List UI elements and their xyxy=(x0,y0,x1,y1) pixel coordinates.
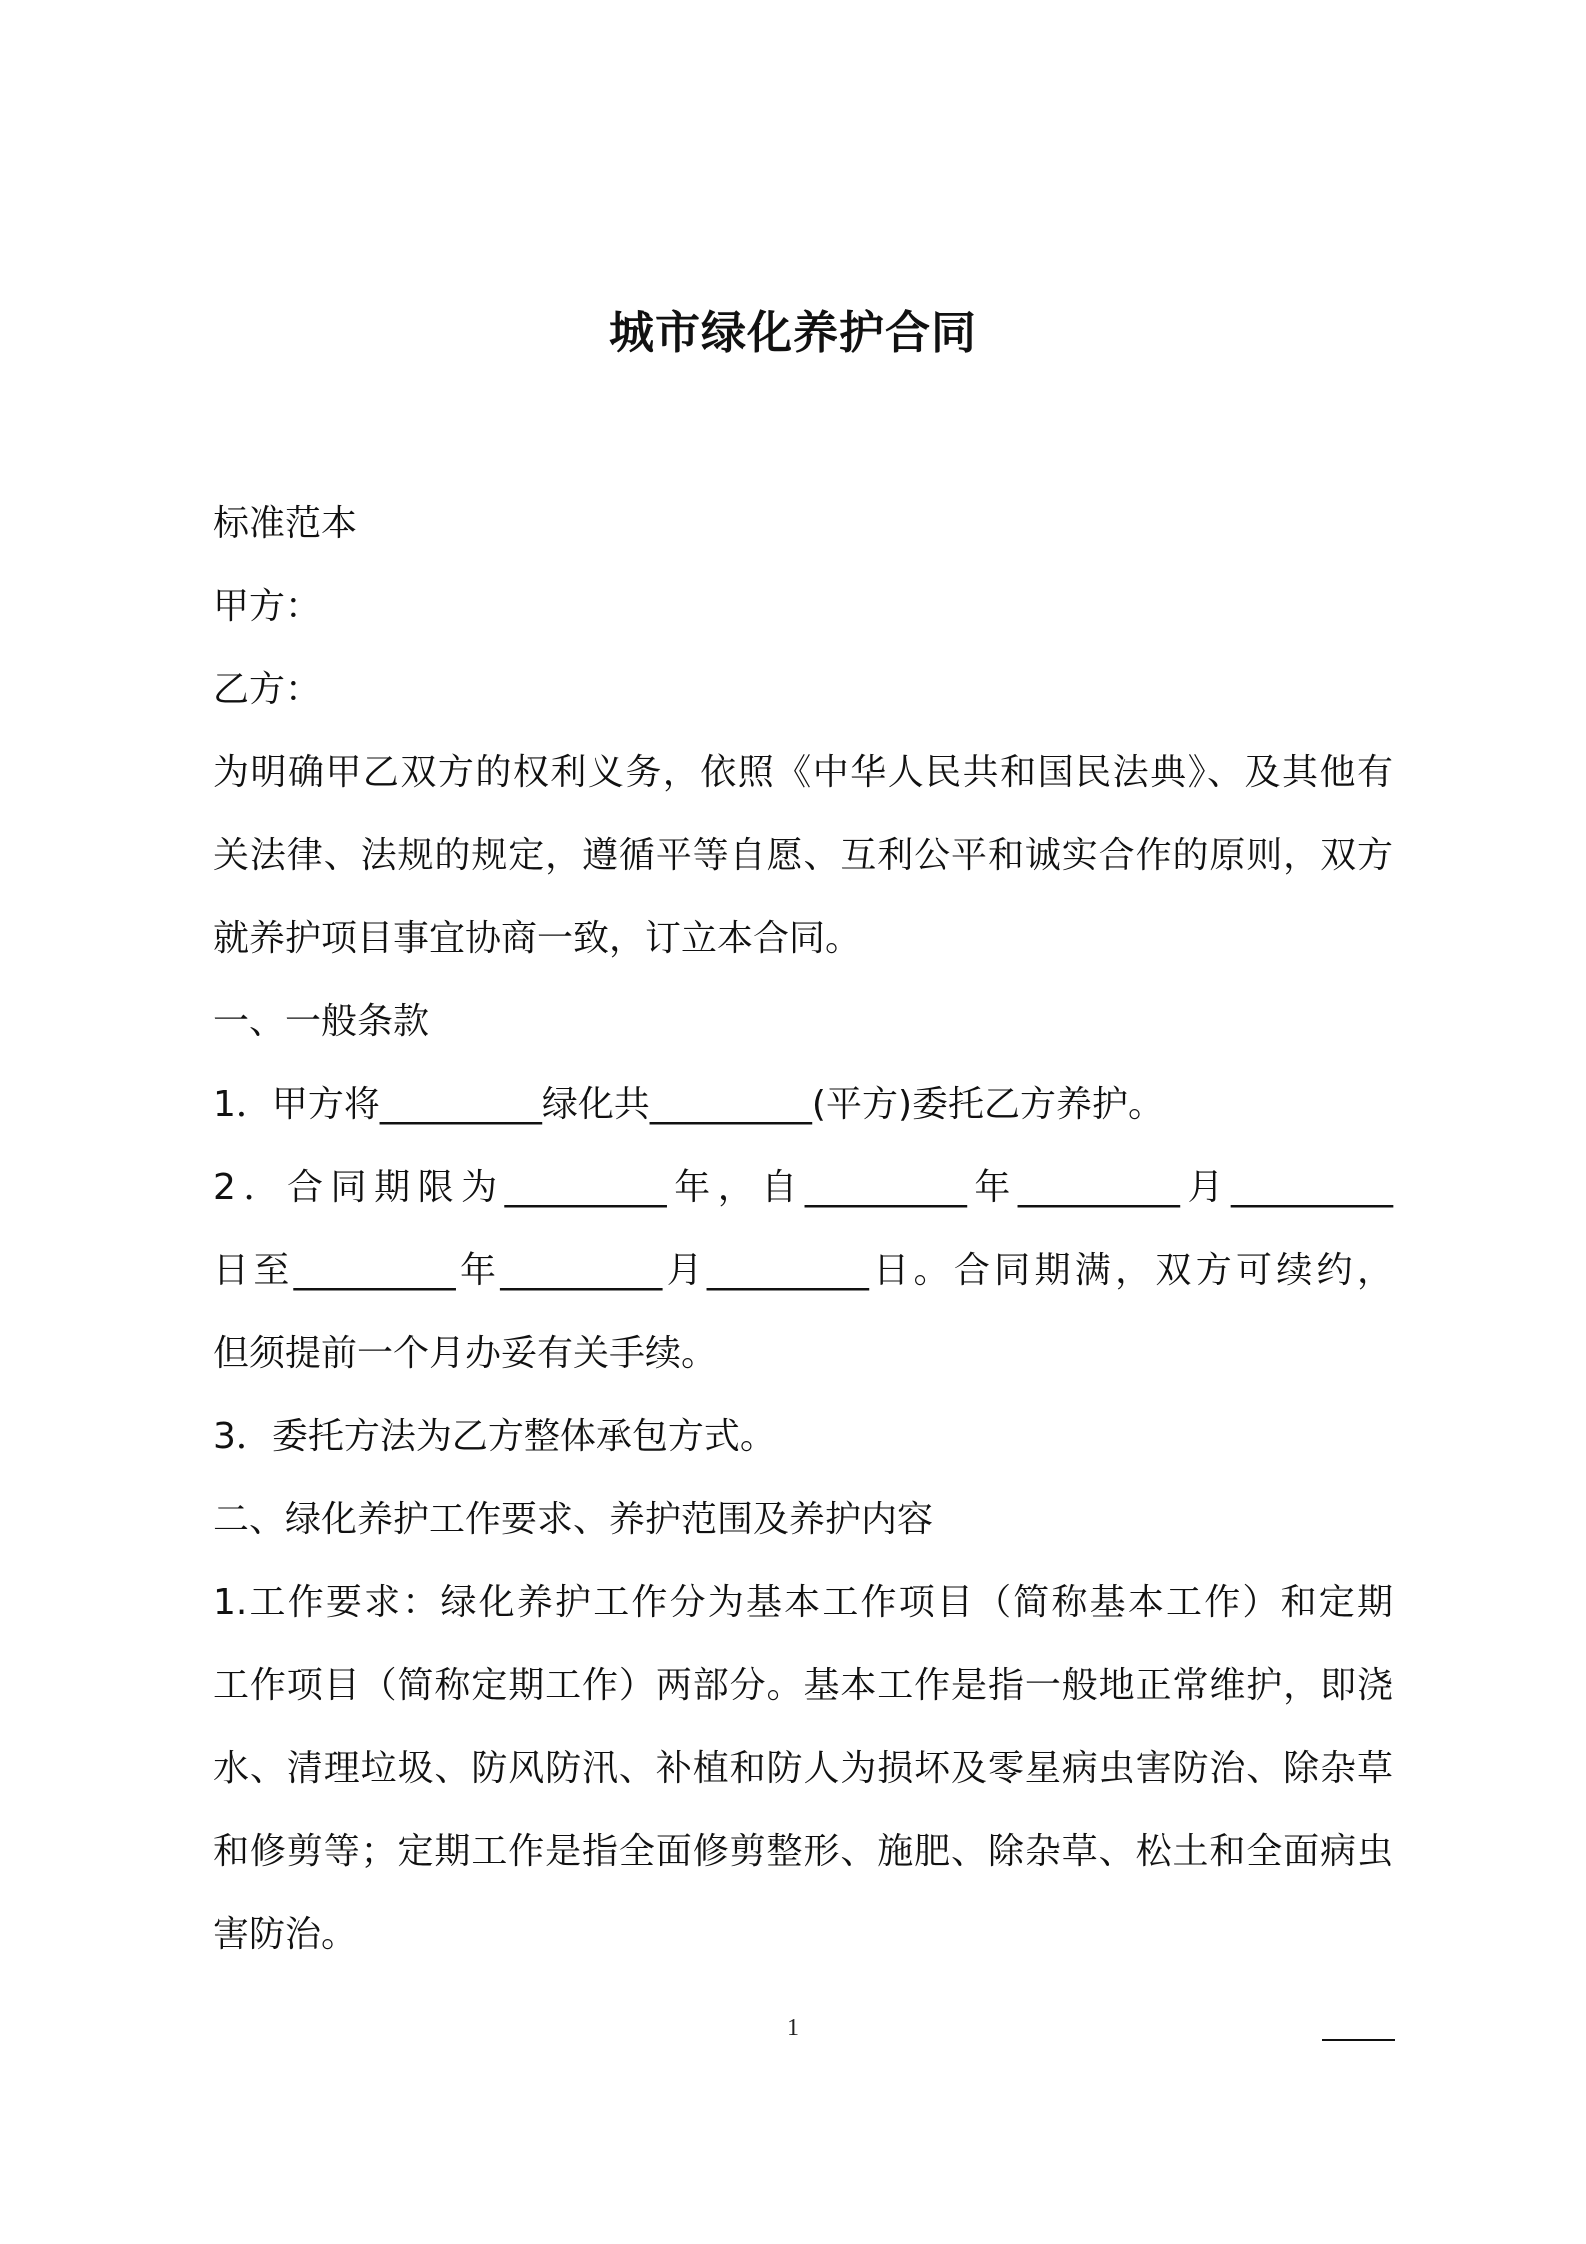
party-a-line: 甲方： xyxy=(213,586,322,627)
party-b-line: 乙方： xyxy=(213,669,322,710)
clause-2-line-2: 日至_________年_________月_________日。合同期满，双方可续约， xyxy=(213,1250,1393,1291)
clause-3: 3．委托方法为乙方整体承包方式。 xyxy=(213,1416,776,1457)
section-heading-requirements: 二、绿化养护工作要求、养护范围及养护内容 xyxy=(213,1499,934,1540)
requirement-line-2: 工作项目（简称定期工作）两部分。基本工作是指一般地正常维护，即浇 xyxy=(213,1665,1393,1706)
document-title: 城市绿化养护合同 xyxy=(608,306,977,359)
requirement-line-3: 水、清理垃圾、防风防汛、补植和防人为损坏及零星病虫害防治、除杂草 xyxy=(213,1748,1393,1789)
clause-1: 1．甲方将_________绿化共_________(平方)委托乙方养护。 xyxy=(213,1084,1164,1125)
clause-2-line-1: 2．合同期限为_________年，自_________年_________月_________ xyxy=(213,1167,1393,1208)
preamble-line-3: 就养护项目事宜协商一致，订立本合同。 xyxy=(213,918,862,959)
footer-rule xyxy=(1322,2039,1395,2041)
clause-2-line-3: 但须提前一个月办妥有关手续。 xyxy=(213,1333,718,1374)
requirement-line-1: 1.工作要求：绿化养护工作分为基本工作项目（简称基本工作）和定期 xyxy=(213,1582,1393,1623)
requirement-line-4: 和修剪等；定期工作是指全面修剪整形、施肥、除杂草、松土和全面病虫 xyxy=(213,1831,1393,1872)
template-label: 标准范本 xyxy=(213,503,358,544)
section-heading-general: 一、一般条款 xyxy=(213,1001,430,1042)
page-number: 1 xyxy=(787,2015,799,2041)
preamble-line-1: 为明确甲乙双方的权利义务，依照《中华人民共和国民法典》、及其他有 xyxy=(213,752,1393,793)
requirement-line-5: 害防治。 xyxy=(213,1914,358,1955)
preamble-line-2: 关法律、法规的规定，遵循平等自愿、互利公平和诚实合作的原则，双方 xyxy=(213,835,1393,876)
